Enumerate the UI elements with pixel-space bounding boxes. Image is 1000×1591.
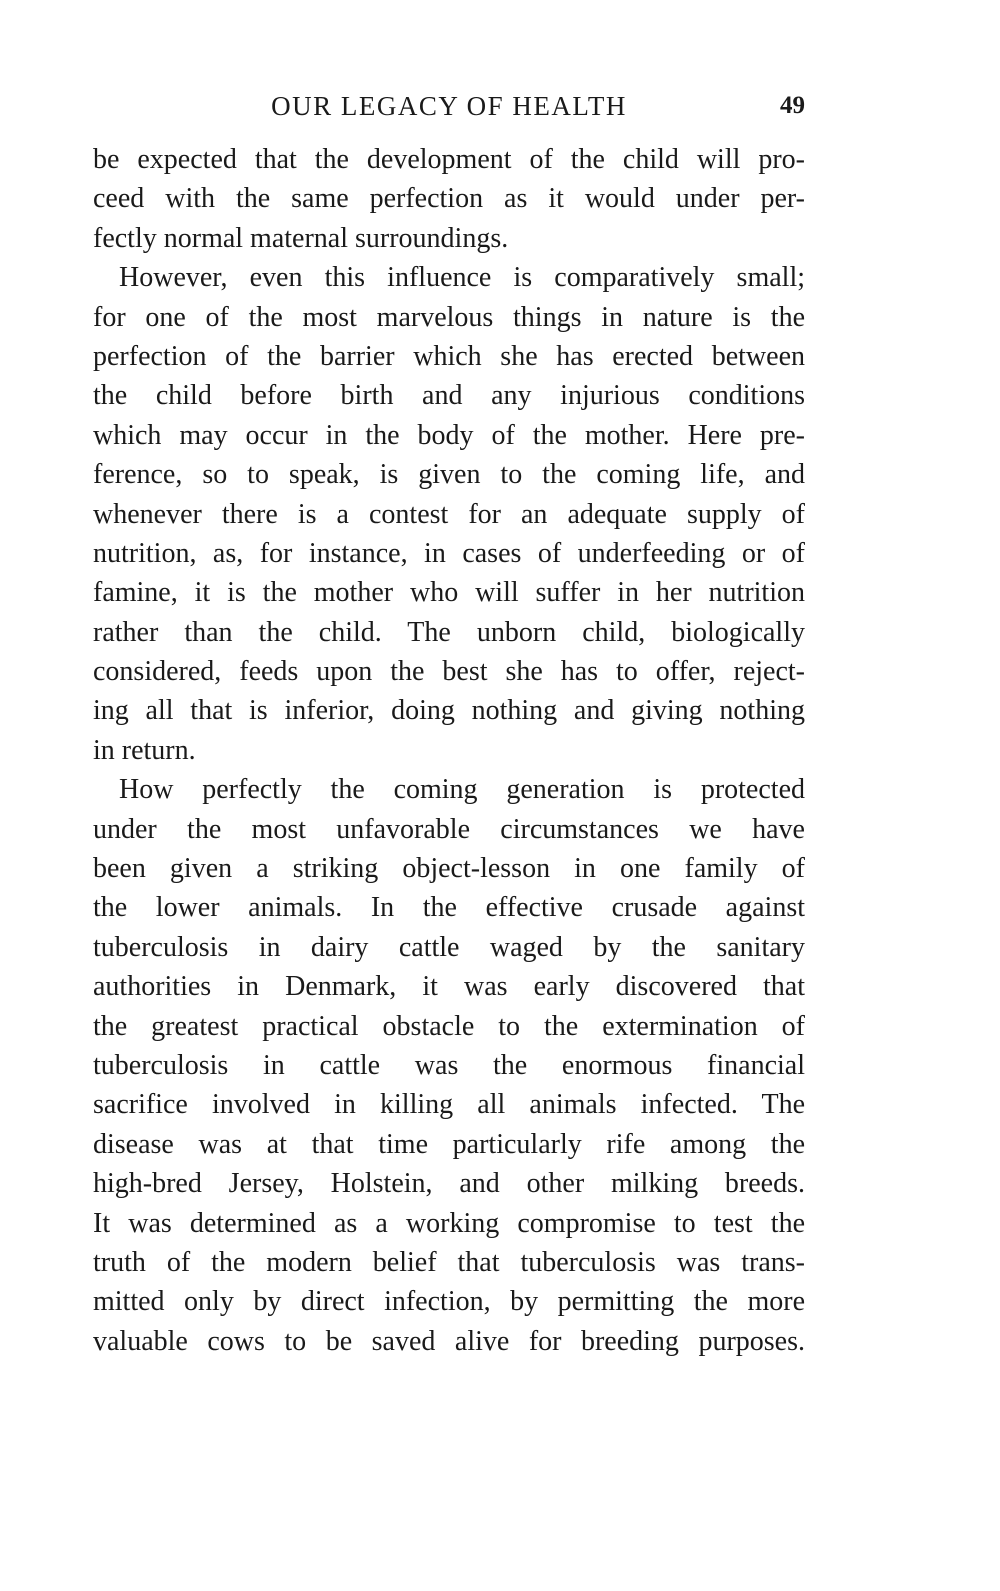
text-line: authorities in Denmark, it was early discovered that [93,971,805,1003]
text-line: been given a striking object-lesson in one family of [93,853,805,885]
text-line: perfection of the barrier which she has erected between [93,340,805,372]
text-line: tuberculosis in cattle was the enormous financial [93,1049,805,1081]
text-line: ceed with the same perfection as it would under per- [93,183,805,215]
text-line: famine, it is the mother who will suffer in her nutrition [93,577,805,609]
running-title: OUR LEGACY OF HEALTH [271,91,627,121]
text-line: However, even this influence is comparatively small; [119,262,805,294]
text-line: How perfectly the coming generation is protected [119,774,805,806]
text-line: valuable cows to be saved alive for breeding purposes. [93,1325,805,1357]
text-line: It was determined as a working compromise to test the [93,1207,805,1239]
text-line: under the most unfavorable circumstances we have [93,813,805,845]
body-text [93,140,805,1361]
text-line: fectly normal maternal surroundings. [93,222,509,254]
text-line: be expected that the development of the child will pro- [93,144,805,175]
text-line: in return. [93,734,196,766]
text-line: whenever there is a contest for an adequate supply of [93,498,805,530]
paragraph [93,140,805,258]
text-line: considered, feeds upon the best she has to offer, reject- [93,656,805,688]
text-line: high-bred Jersey, Holstein, and other milking breeds. [93,1168,805,1200]
text-line: ing all that is inferior, doing nothing and giving nothing [93,695,805,727]
text-line: for one of the most marvelous things in nature is the [93,301,805,333]
text-line: the greatest practical obstacle to the extermination of [93,1010,805,1042]
text-line: sacrifice involved in killing all animals infected. The [93,1089,805,1121]
text-line: which may occur in the body of the mother. Here pre- [93,419,805,451]
running-head [93,86,805,126]
text-line: tuberculosis in dairy cattle waged by the sanitary [93,931,805,963]
text-line: nutrition, as, for instance, in cases of underfeeding or of [93,537,805,569]
text-line: rather than the child. The unborn child, biologically [93,616,805,648]
text-line: mitted only by direct infection, by permitting the more [93,1286,805,1318]
text-line: disease was at that time particularly rife among the [93,1128,805,1160]
text-line: the lower animals. In the effective crusade against [93,892,805,924]
page-number: 49 [780,92,805,119]
paragraph [93,258,805,770]
paragraph [93,770,805,1361]
text-line: the child before birth and any injurious conditions [93,380,805,412]
text-line: ference, so to speak, is given to the coming life, and [93,459,805,491]
text-line: truth of the modern belief that tuberculosis was trans- [93,1246,805,1278]
